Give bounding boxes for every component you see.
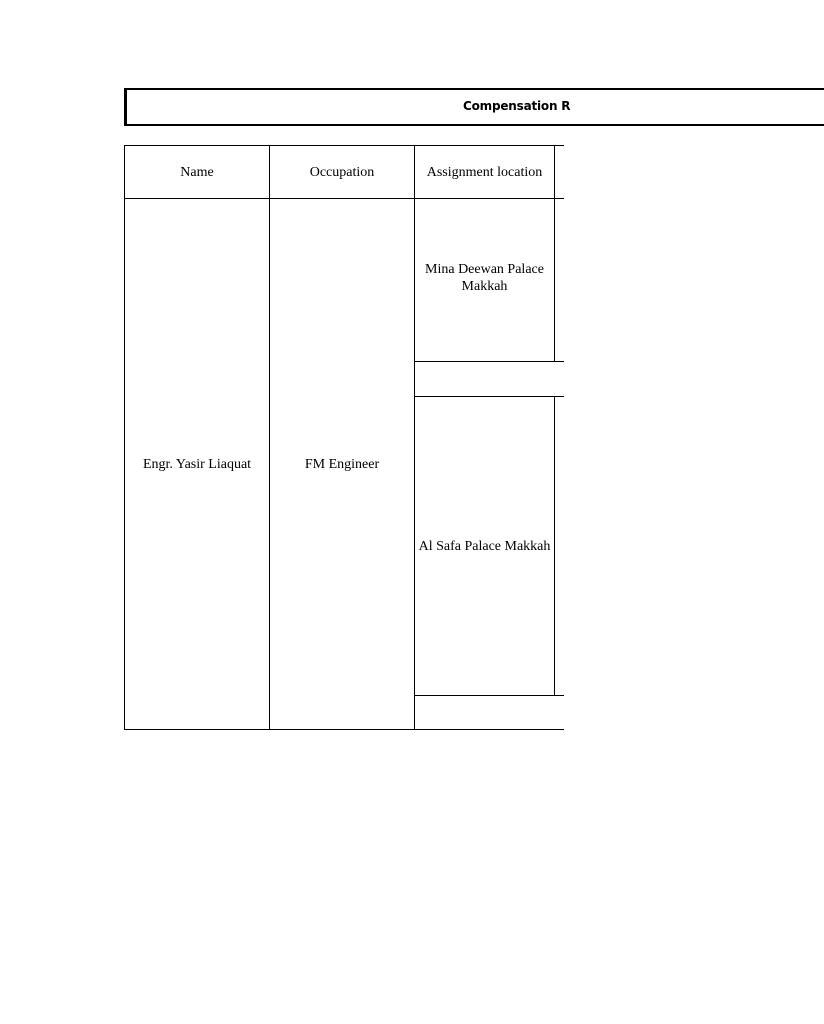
cell-border-right (554, 145, 555, 199)
report-title: Compensation R (463, 99, 571, 113)
row-divider (414, 695, 564, 696)
header-assignment-location: Assignment location (426, 164, 543, 180)
cell-border-right (554, 198, 555, 362)
location-mina-deewan: Mina Deewan Palace Makkah (425, 262, 544, 294)
row-divider (414, 361, 564, 362)
cell-border-right (554, 396, 555, 696)
location-al-safa: Al Safa Palace Makkah (418, 538, 551, 554)
employee-occupation: FM Engineer (304, 456, 380, 472)
header-name: Name (180, 164, 214, 180)
employee-name: Engr. Yasir Liaquat (142, 456, 252, 472)
report-title-box (124, 88, 824, 126)
header-occupation: Occupation (309, 164, 375, 180)
table-border-bottom (124, 729, 564, 730)
